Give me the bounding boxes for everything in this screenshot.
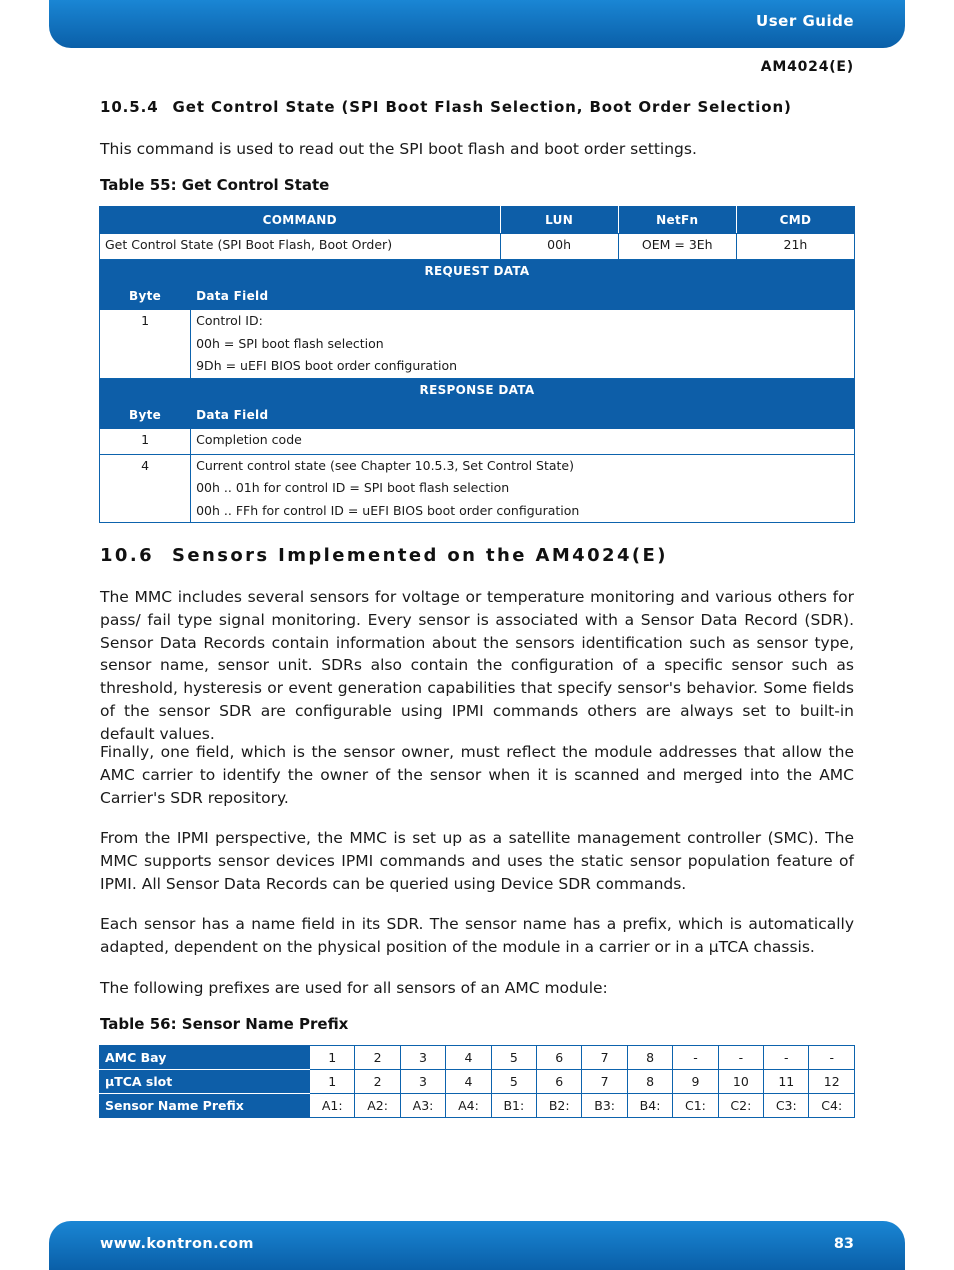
table-cell: C1: xyxy=(673,1094,718,1118)
header-netfn: NetFn xyxy=(618,207,736,234)
table-caption-56: Table 56: Sensor Name Prefix xyxy=(100,1015,349,1033)
request-field xyxy=(191,310,855,379)
response-title: RESPONSE DATA xyxy=(100,378,855,401)
table-cell: 6 xyxy=(537,1070,582,1094)
request-col-byte: Byte xyxy=(100,283,191,310)
table-cell: A4: xyxy=(446,1094,491,1118)
response-col-field: Data Field xyxy=(191,401,855,428)
table-cell: 12 xyxy=(809,1070,855,1094)
field-line: Current control state (see Chapter 10.5.3, Set Control State) xyxy=(196,457,574,473)
command-cmd: 21h xyxy=(736,234,854,260)
section-title: Sensors Implemented on the AM4024(E) xyxy=(172,545,668,566)
table-row xyxy=(100,428,855,454)
field-line: 9Dh = uEFI BIOS boot order configuration xyxy=(196,358,458,373)
page-number: 83 xyxy=(833,1236,854,1252)
table-header-row xyxy=(100,207,855,234)
table-cell: 2 xyxy=(355,1070,400,1094)
table-cell: 11 xyxy=(764,1070,809,1094)
table-cell: 10 xyxy=(718,1070,763,1094)
row-label: Sensor Name Prefix xyxy=(100,1094,310,1118)
table-cell: A3: xyxy=(400,1094,445,1118)
table-row xyxy=(100,1094,855,1118)
table-cell: B3: xyxy=(582,1094,627,1118)
response-title-row xyxy=(100,378,855,401)
field-line: 00h .. FFh for control ID = uEFI BIOS boot order configuration xyxy=(196,502,580,518)
table-row xyxy=(100,454,855,523)
response-subheader-row xyxy=(100,401,855,428)
table-cell: 7 xyxy=(582,1046,627,1070)
paragraph-2: Finally, one field, which is the sensor owner, must reflect the module addresses that allow the AMC carrier to identify the owner of the sensor when it is scanned and merged into the AMC Carrier's SDR repository. xyxy=(100,743,854,807)
table-row xyxy=(100,1070,855,1094)
table-cell: 1 xyxy=(310,1070,355,1094)
table-cell: 3 xyxy=(400,1070,445,1094)
table-cell: 1 xyxy=(310,1046,355,1070)
request-subheader-row xyxy=(100,283,855,310)
response-byte: 4 xyxy=(100,454,191,523)
table-cell: - xyxy=(764,1046,809,1070)
field-line: 00h = SPI boot flash selection xyxy=(196,335,384,351)
command-lun: 00h xyxy=(500,234,618,260)
table-cell: 6 xyxy=(537,1046,582,1070)
table-cell: - xyxy=(809,1046,855,1070)
section-number: 10.6 xyxy=(100,545,155,566)
row-label: µTCA slot xyxy=(100,1070,310,1094)
paragraph-3: From the IPMI perspective, the MMC is set up as a satellite management controller (SMC). The MMC supports sensor devices IPMI commands and uses the static sensor population feature of IPMI. All Sensor Data Records can be queried using Device SDR commands. xyxy=(100,829,854,893)
command-name: Get Control State (SPI Boot Flash, Boot Order) xyxy=(100,234,501,260)
request-title: REQUEST DATA xyxy=(100,260,855,283)
command-netfn: OEM = 3Eh xyxy=(618,234,736,260)
table-sensor-name-prefix xyxy=(99,1045,855,1118)
table-cell: B2: xyxy=(537,1094,582,1118)
response-field: Completion code xyxy=(191,428,855,454)
table-cell: C2: xyxy=(718,1094,763,1118)
footer-url[interactable]: www.kontron.com xyxy=(100,1236,254,1252)
table-row xyxy=(100,310,855,379)
table-cell: 3 xyxy=(400,1046,445,1070)
header-title: User Guide xyxy=(756,12,854,30)
response-byte: 1 xyxy=(100,428,191,454)
table-cell: 8 xyxy=(627,1070,672,1094)
request-title-row xyxy=(100,260,855,283)
table-cell: A1: xyxy=(310,1094,355,1118)
table-cell: C3: xyxy=(764,1094,809,1118)
table-cell: 4 xyxy=(446,1046,491,1070)
field-line: 00h .. 01h for control ID = SPI boot flash selection xyxy=(196,480,510,495)
table-cell: - xyxy=(718,1046,763,1070)
section-heading-10-5-4 xyxy=(100,98,792,116)
section-title: Get Control State (SPI Boot Flash Selection, Boot Order Selection) xyxy=(172,98,792,116)
table-cell: B4: xyxy=(627,1094,672,1118)
table-cell: 4 xyxy=(446,1070,491,1094)
table-cell: 5 xyxy=(491,1046,536,1070)
response-field xyxy=(191,454,855,523)
table-get-control-state xyxy=(99,206,855,523)
table-cell: A2: xyxy=(355,1094,400,1118)
paragraph-4: Each sensor has a name field in its SDR. The sensor name has a prefix, which is automatically adapted, dependent on the physical position of the module in a carrier or in a µTCA chassis. xyxy=(100,915,854,956)
table-cell: 9 xyxy=(673,1070,718,1094)
request-col-field: Data Field xyxy=(191,283,855,310)
table-caption-55: Table 55: Get Control State xyxy=(100,176,330,194)
table-cell: - xyxy=(673,1046,718,1070)
section-heading-10-6 xyxy=(100,545,668,566)
header-lun: LUN xyxy=(500,207,618,234)
table-cell: C4: xyxy=(809,1094,855,1118)
table-row xyxy=(100,234,855,260)
request-byte: 1 xyxy=(100,310,191,379)
header-cmd: CMD xyxy=(736,207,854,234)
table-cell: 2 xyxy=(355,1046,400,1070)
header-command: COMMAND xyxy=(100,207,501,234)
table-cell: 7 xyxy=(582,1070,627,1094)
section-intro: This command is used to read out the SPI boot flash and boot order settings. xyxy=(100,140,697,158)
table-row xyxy=(100,1046,855,1070)
table-cell: B1: xyxy=(491,1094,536,1118)
section-number: 10.5.4 xyxy=(100,98,159,116)
table-cell: 8 xyxy=(627,1046,672,1070)
header-model: AM4024(E) xyxy=(760,59,854,75)
paragraph-1: The MMC includes several sensors for voltage or temperature monitoring and various others for pass/ fail type signal monitoring. Every sensor is associated with a Sensor Data Record (SDR). Sensor Data Records contain information about the sensors identification such as sensor type, sensor name, sensor unit. SDRs also contain the configuration of a specific sensor such as threshold, hysteresis or event generation capabilities that specify sensor's behavior. Some fields of the sensor SDR are configurable using IPMI commands others are always set to built-in default values. xyxy=(100,588,854,743)
response-col-byte: Byte xyxy=(100,401,191,428)
paragraph-5: The following prefixes are used for all sensors of an AMC module: xyxy=(100,979,608,997)
row-label: AMC Bay xyxy=(100,1046,310,1070)
table-cell: 5 xyxy=(491,1070,536,1094)
field-line: Control ID: xyxy=(196,313,263,328)
